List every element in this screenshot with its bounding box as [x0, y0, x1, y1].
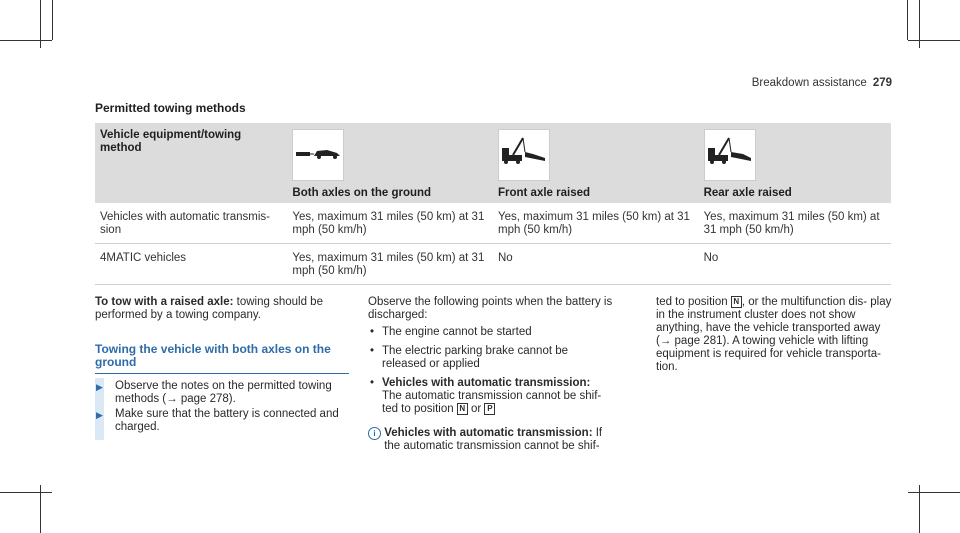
- list-item-body: [382, 377, 618, 416]
- step-arrow-icon: ▶: [96, 410, 103, 420]
- section-name: Breakdown assistance: [751, 77, 867, 89]
- table-cell: No: [703, 252, 719, 264]
- info-label: Vehicles with automatic transmission:: [384, 427, 593, 439]
- list-item-text: or: [471, 403, 482, 416]
- tow-truck-front-raised-icon: [498, 129, 550, 181]
- table-cell: Yes, maximum 31 miles (50 km) at 31 mph (50 km/h): [292, 211, 485, 236]
- list-item: [370, 345, 620, 371]
- step-text: Make sure that the battery is connected and charged.: [115, 408, 339, 433]
- tow-truck-rear-raised-icon: [704, 129, 756, 181]
- bullet: •: [370, 326, 375, 338]
- gear-n-icon: N: [457, 403, 468, 415]
- bullet: •: [370, 377, 375, 389]
- info-note: [368, 427, 623, 453]
- list-item: [370, 326, 620, 339]
- table-header-label: Front axle raised: [497, 187, 591, 199]
- continued-text: , or the multifunction dis- play in the instrument cluster does not show anything, have the vehicle transported away (→ page 281). A towing vehicle with lifting equipment is required for vehicle transporta- tion.: [656, 296, 892, 374]
- battery-intro: Observe the following points when the battery is discharged:: [368, 296, 613, 321]
- raised-axle-text: towing should be performed by a towing company.: [95, 296, 323, 321]
- table-header-label: Rear axle raised: [703, 187, 792, 199]
- table-cell: Yes, maximum 31 miles (50 km) at 31 mph (50 km/h): [497, 211, 690, 236]
- crop-mark: [907, 0, 908, 40]
- table-cell: Yes, maximum 31 miles (50 km) at 31 mph (50 km/h): [292, 252, 485, 277]
- list-item-text: The automatic transmission cannot be shif- ted to position: [382, 390, 602, 416]
- list-item: [370, 377, 620, 416]
- gear-n-icon: N: [731, 296, 742, 308]
- step-text: Observe the notes on the permitted towing methods (→ page 278).: [115, 380, 332, 405]
- list-item-text: The electric parking brake cannot be released or applied: [382, 345, 569, 370]
- running-header: [752, 77, 892, 89]
- list-item-text: The engine cannot be started: [382, 326, 532, 338]
- page-title: Permitted towing methods: [95, 101, 246, 115]
- table-cell: Yes, maximum 31 miles (50 km) at 31 mph (50 km/h): [703, 211, 880, 236]
- continued-text: ted to position: [656, 296, 728, 309]
- table-cell: 4MATIC vehicles: [100, 252, 187, 264]
- info-body: [384, 427, 618, 453]
- page-number: 279: [872, 77, 892, 89]
- table-cell: No: [497, 252, 513, 264]
- gear-p-icon: P: [484, 403, 495, 415]
- table-row: [95, 244, 891, 285]
- crop-mark: [0, 492, 52, 493]
- crop-mark: [52, 0, 53, 40]
- table-header-row: [95, 123, 891, 203]
- car-flat-tow-icon: [292, 129, 344, 181]
- crop-mark: [908, 40, 960, 41]
- towing-table: [95, 123, 891, 285]
- bullet: •: [370, 345, 375, 357]
- raised-axle-paragraph: [95, 296, 350, 322]
- table-header-label: Vehicle equipment/towing method: [100, 129, 242, 154]
- table-cell: Vehicles with automatic transmis- sion: [100, 211, 271, 236]
- table-row: [95, 203, 891, 244]
- step-arrow-icon: ▶: [96, 382, 103, 392]
- raised-axle-label: To tow with a raised axle:: [95, 296, 234, 308]
- crop-mark: [908, 492, 960, 493]
- list-item-label: Vehicles with automatic transmission:: [382, 377, 591, 389]
- section-heading: Towing the vehicle with both axles on the ground: [95, 343, 349, 374]
- crop-mark: [0, 40, 52, 41]
- continued-paragraph: [656, 296, 892, 374]
- table-header-label: Both axles on the ground: [292, 187, 432, 199]
- info-icon: i: [368, 427, 381, 440]
- info-text: If the automatic transmission cannot be shif-: [384, 427, 603, 452]
